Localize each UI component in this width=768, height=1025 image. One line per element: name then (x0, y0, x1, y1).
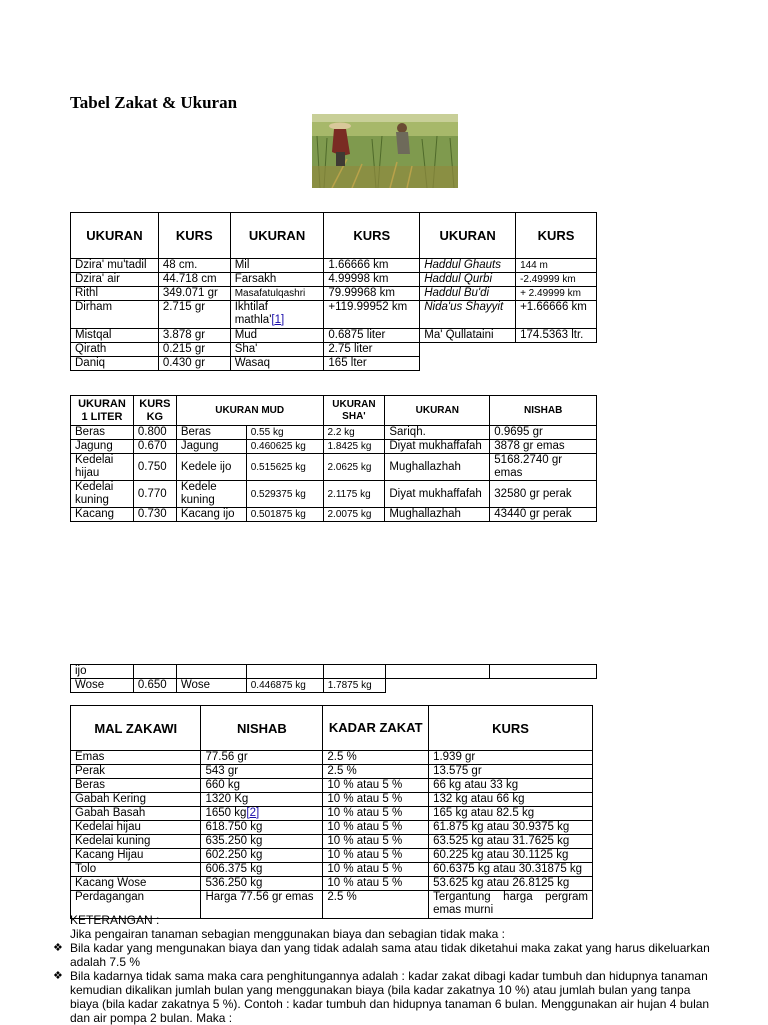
table-cell: 3.878 gr (158, 329, 230, 343)
table-cell: Diyat mukhaffafah (385, 440, 490, 454)
table-row (71, 426, 597, 440)
table-cell: 0.9695 gr (490, 426, 597, 440)
table-cell-text: 1650 kg (205, 807, 247, 819)
table-cell: 66 kg atau 33 kg (429, 779, 593, 793)
diamond-bullet-icon: ❖ (53, 942, 63, 954)
table-row (71, 508, 597, 522)
table-cell: 1.8425 kg (323, 440, 385, 454)
table-row (71, 665, 597, 679)
notes-bullet-text: Bila kadarnya tidak sama maka cara penghitungannya adalah : kadar zakat dibagi kadar tumbuh dan hidupnya tanaman kemudian dikalikan jumlah bulan yang menggunakan biaya (bila kadar zakatnya 10 %) atau jumlah bulan yang tanpa biaya (bila kadar zakatnya 5 %). Contoh : kadar tumbuh dan hidupnya tanaman 6 bulan. Menggunakan air hujan 4 bulan dan air pompa 2 bulan. Maka : (70, 969, 710, 1025)
table-cell: Farsakh (230, 273, 324, 287)
table-row (71, 877, 593, 891)
table-cell: 2.5 % (323, 765, 429, 779)
table-cell (246, 665, 323, 679)
table-cell: 10 % atau 5 % (323, 779, 429, 793)
table-cell: Beras (176, 426, 246, 440)
header-kadar-zakat: KADAR ZAKAT (323, 706, 429, 751)
table-cell: Jagung (71, 440, 134, 454)
table-cell: 0.215 gr (158, 343, 230, 357)
table-cell: 43440 gr perak (490, 508, 597, 522)
table-cell: 174.5363 ltr. (516, 329, 597, 343)
table-cell: 32580 gr perak (490, 481, 597, 508)
table-cell: 2.1175 kg (323, 481, 385, 508)
table-row (71, 807, 593, 821)
table-cell: 13.575 gr (429, 765, 593, 779)
table-cell: 165 lter (324, 357, 420, 371)
table-cell: Harga 77.56 gr emas (201, 891, 323, 919)
table-cell: 602.250 kg (201, 849, 323, 863)
header-kurs-2: KURS (324, 213, 420, 259)
header-kurs: KURS (429, 706, 593, 751)
table-row (71, 863, 593, 877)
table-cell: Tolo (71, 863, 201, 877)
table-cell: 10 % atau 5 % (323, 835, 429, 849)
table-cell: Haddul Bu'di (420, 287, 516, 301)
page-title: Tabel Zakat & Ukuran (70, 93, 238, 112)
table-cell: Beras (71, 426, 134, 440)
table-cell: Masafatulqashri (230, 287, 324, 301)
diamond-bullet-icon: ❖ (53, 970, 63, 982)
table-cell (201, 807, 323, 821)
table-cell: 1.66666 km (324, 259, 420, 273)
table-cell: 2.0075 kg (323, 508, 385, 522)
table-cell: 606.375 kg (201, 863, 323, 877)
header-kurs-kg: KURS KG (133, 396, 176, 426)
table-cell: 79.99968 km (324, 287, 420, 301)
table-cell: +119.99952 km (324, 301, 420, 329)
table-cell: Jagung (176, 440, 246, 454)
header-kurs-3: KURS (516, 213, 597, 259)
table-row (71, 259, 597, 273)
table-cell: Kacang ijo (176, 508, 246, 522)
table-cell: 0.515625 kg (246, 454, 323, 481)
header-ukuran-2: UKURAN (230, 213, 324, 259)
table-cell: 2.75 liter (324, 343, 420, 357)
table-cell: 543 gr (201, 765, 323, 779)
table-cell: 0.6875 liter (324, 329, 420, 343)
empty-cell (516, 343, 597, 357)
table-cell: Mughallazhah (385, 508, 490, 522)
table-cell: 48 cm. (158, 259, 230, 273)
table-cell: Tergantung harga pergram emas murni (429, 891, 593, 919)
table-cell: Dirham (71, 301, 159, 329)
table-row (71, 821, 593, 835)
table-cell: 61.875 kg atau 30.9375 kg (429, 821, 593, 835)
table-row (71, 301, 597, 329)
conversion-table-2-continued (70, 664, 597, 693)
table-cell: Sha' (230, 343, 324, 357)
table-cell (385, 665, 490, 679)
table-cell: 349.071 gr (158, 287, 230, 301)
table-cell: Mud (230, 329, 324, 343)
table-row (71, 793, 593, 807)
table-cell: 132 kg atau 66 kg (429, 793, 593, 807)
table-cell: Haddul Qurbi (420, 273, 516, 287)
table-cell: 44.718 cm (158, 273, 230, 287)
table-row (71, 329, 597, 343)
table-row (71, 481, 597, 508)
table-row (71, 454, 597, 481)
notes-intro: Jika pengairan tanaman sebagian menggunakan biaya dan sebagian tidak maka : (70, 927, 505, 941)
table-cell (490, 665, 597, 679)
table-cell: Dzira' air (71, 273, 159, 287)
table-cell: 4.99998 km (324, 273, 420, 287)
table-cell: + 2.49999 km (516, 287, 597, 301)
table-row (71, 343, 597, 357)
table-row (71, 751, 593, 765)
table-cell: 10 % atau 5 % (323, 863, 429, 877)
table-cell: 10 % atau 5 % (323, 793, 429, 807)
table-row (71, 679, 597, 693)
table-cell: 2.5 % (323, 891, 429, 919)
table-cell: 60.6375 kg atau 30.31875 kg (429, 863, 593, 877)
table-cell: Haddul Ghauts (420, 259, 516, 273)
table-cell: Nida'us Shayyit (420, 301, 516, 329)
table-cell (133, 665, 176, 679)
table-cell: Kacang (71, 508, 134, 522)
header-ukuran-liter: UKURAN 1 LITER (71, 396, 134, 426)
empty-cell (420, 343, 516, 357)
table-row (71, 779, 593, 793)
table-row (71, 849, 593, 863)
header-nishab: NISHAB (490, 396, 597, 426)
table-cell: 0.55 kg (246, 426, 323, 440)
table-cell: Kedele ijo (176, 454, 246, 481)
table-cell: Kedelai hijau (71, 454, 134, 481)
table-cell: 1.939 gr (429, 751, 593, 765)
table-cell: Perdagangan (71, 891, 201, 919)
table-cell: 10 % atau 5 % (323, 807, 429, 821)
empty-cell (490, 679, 597, 693)
table-cell: 2.5 % (323, 751, 429, 765)
table-cell: Kedelai hijau (71, 821, 201, 835)
table-cell (176, 665, 246, 679)
table-cell: 10 % atau 5 % (323, 849, 429, 863)
table-cell: 3878 gr emas (490, 440, 597, 454)
empty-cell (385, 679, 490, 693)
table-cell: Sariqh. (385, 426, 490, 440)
header-ukuran-sha: UKURAN SHA' (323, 396, 385, 426)
table-cell: 0.670 (133, 440, 176, 454)
table-cell: 660 kg (201, 779, 323, 793)
table-cell-text: Ikhtilaf mathla' (234, 301, 272, 326)
header-mal-zakawi: MAL ZAKAWI (71, 706, 201, 751)
table-cell: 0.800 (133, 426, 176, 440)
notes-bullet (53, 969, 710, 1025)
table-row (71, 765, 593, 779)
table-cell: -2.49999 km (516, 273, 597, 287)
table-cell: 53.625 kg atau 26.8125 kg (429, 877, 593, 891)
table-cell: Kacang Hijau (71, 849, 201, 863)
table-cell: 0.750 (133, 454, 176, 481)
table-cell: 63.525 kg atau 31.7625 kg (429, 835, 593, 849)
header-kurs-1: KURS (158, 213, 230, 259)
notes-heading: KETERANGAN : (70, 913, 160, 927)
table-row (71, 357, 597, 371)
table-cell: 2.0625 kg (323, 454, 385, 481)
footnote-link-1[interactable]: [1] (271, 314, 285, 326)
table-cell: 2.715 gr (158, 301, 230, 329)
table-cell: 60.225 kg atau 30.1125 kg (429, 849, 593, 863)
table-cell: Kedelai kuning (71, 481, 134, 508)
table-cell: Kedele kuning (176, 481, 246, 508)
table-cell: Kedelai kuning (71, 835, 201, 849)
table-cell: Wasaq (230, 357, 324, 371)
table-row (71, 287, 597, 301)
header-ukuran: UKURAN (385, 396, 490, 426)
table-cell: 144 m (516, 259, 597, 273)
table-cell: Kacang Wose (71, 877, 201, 891)
table-cell: 5168.2740 gr emas (490, 454, 597, 481)
table-cell: 635.250 kg (201, 835, 323, 849)
table-cell: Ma' Qullataini (420, 329, 516, 343)
table-cell: 0.501875 kg (246, 508, 323, 522)
table-cell: Emas (71, 751, 201, 765)
table-cell: Mughallazhah (385, 454, 490, 481)
table-cell: 0.529375 kg (246, 481, 323, 508)
rice-harvest-photo (312, 114, 458, 188)
table-cell: Gabah Basah (71, 807, 201, 821)
table-cell (323, 665, 385, 679)
table-cell: Wose (176, 679, 246, 693)
table-row (71, 440, 597, 454)
table-cell: 10 % atau 5 % (323, 821, 429, 835)
table-cell: Mistqal (71, 329, 159, 343)
header-ukuran-1: UKURAN (71, 213, 159, 259)
header-nishab: NISHAB (201, 706, 323, 751)
table-cell: 0.730 (133, 508, 176, 522)
notes-section (53, 913, 710, 1025)
footnote-link-2[interactable]: [2] (246, 807, 260, 819)
table-cell: 0.446875 kg (246, 679, 323, 693)
table-cell: 10 % atau 5 % (323, 877, 429, 891)
table-cell: 77.56 gr (201, 751, 323, 765)
table-cell: Mil (230, 259, 324, 273)
table-cell: 618.750 kg (201, 821, 323, 835)
table-cell: ijo (71, 665, 134, 679)
conversion-table-1 (70, 212, 597, 371)
table-cell: 536.250 kg (201, 877, 323, 891)
table-cell: Dzira' mu'tadil (71, 259, 159, 273)
notes-bullet (53, 941, 710, 969)
table-cell: 1320 Kg (201, 793, 323, 807)
table-cell: Beras (71, 779, 201, 793)
notes-bullet-text: Bila kadar yang mengunakan biaya dan yang tidak adalah sama atau tidak diketahui maka zakat yang harus dikeluarkan adalah 7.5 % (70, 941, 710, 969)
table-cell: 0.650 (133, 679, 176, 693)
table-cell: Daniq (71, 357, 159, 371)
empty-cell (420, 357, 516, 371)
header-ukuran-mud: UKURAN MUD (176, 396, 323, 426)
conversion-table-2 (70, 395, 597, 522)
table-cell: 165 kg atau 82.5 kg (429, 807, 593, 821)
table-cell: 0.430 gr (158, 357, 230, 371)
empty-cell (516, 357, 597, 371)
header-ukuran-3: UKURAN (420, 213, 516, 259)
table-cell (230, 301, 324, 329)
zakat-table (70, 705, 593, 919)
table-cell: +1.66666 km (516, 301, 597, 329)
table-cell: 1.7875 kg (323, 679, 385, 693)
table-cell: Qirath (71, 343, 159, 357)
table-cell: 2.2 kg (323, 426, 385, 440)
table-cell: Gabah Kering (71, 793, 201, 807)
table-row (71, 835, 593, 849)
table-cell: Diyat mukhaffafah (385, 481, 490, 508)
table-cell: Perak (71, 765, 201, 779)
table-cell: 0.460625 kg (246, 440, 323, 454)
table-cell: 0.770 (133, 481, 176, 508)
table-cell: Rithl (71, 287, 159, 301)
table-cell: Wose (71, 679, 134, 693)
table-row (71, 273, 597, 287)
